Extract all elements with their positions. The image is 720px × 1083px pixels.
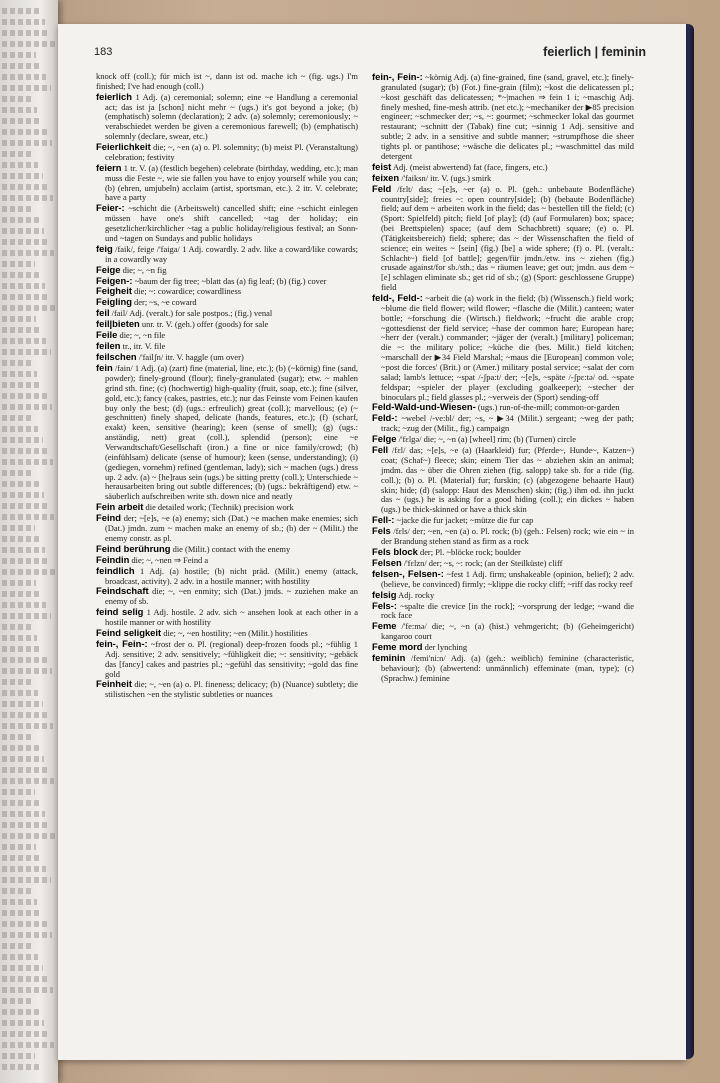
dictionary-entry: [372, 173, 634, 184]
adjacent-page-text-line: [2, 1020, 44, 1026]
adjacent-page-text-line: [2, 866, 46, 872]
adjacent-page-text-line: [2, 327, 41, 333]
adjacent-page-text-line: [2, 954, 38, 960]
entry-headword: fein: [96, 362, 113, 374]
adjacent-page-text-line: [2, 85, 51, 91]
entry-definition: die; ~: cowardice; cowardliness: [134, 286, 242, 297]
entry-headword: Feld: [372, 182, 392, 194]
entry-definition: /faik/, feige /'faiga/ 1 Adj. cowardly. 2 adv. like a coward/like cowards; in a cowardly way: [105, 243, 359, 264]
adjacent-page-text-line: [2, 41, 55, 47]
entry-headword: feminin: [372, 652, 406, 664]
adjacent-page-text-line: [2, 514, 54, 520]
adjacent-page-text-line: [2, 668, 52, 674]
entry-definition: der lynching: [424, 642, 468, 653]
adjacent-page-text-line: [2, 910, 42, 916]
dictionary-entry: [96, 502, 358, 513]
dictionary-entry: [96, 330, 358, 341]
dictionary-entry: [96, 286, 358, 297]
adjacent-page-text-line: [2, 536, 40, 542]
adjacent-page-text-line: [2, 437, 43, 443]
entry-headword: Felge: [372, 433, 397, 445]
entry-headword: Feind berührung: [96, 542, 171, 554]
right-column: [372, 72, 634, 684]
adjacent-page-text-line: [2, 19, 45, 25]
entry-headword: Fein arbeit: [96, 501, 144, 513]
adjacent-page-text-line: [2, 107, 37, 113]
entry-definition: unr. tr. V. (geh.) offer (goods) for sale: [141, 319, 269, 330]
adjacent-page-text-line: [2, 206, 34, 212]
adjacent-page-text-line: [2, 426, 38, 432]
adjacent-page-text-line: [2, 987, 53, 993]
entry-definition: /'failʃn/ itr. V. haggle (um over): [138, 352, 244, 363]
entry-definition: die; ~, ~en (a) o. Pl. fineness; delicacy; (b) (Nuance) subtlety; die stilistischen ~en the stylistic subtleties or nuances: [105, 679, 358, 700]
dictionary-entry: [96, 639, 358, 679]
entry-headword: Feigen-:: [96, 274, 133, 286]
adjacent-page-text-line: [2, 1064, 40, 1070]
adjacent-page-text-line: [2, 690, 38, 696]
dictionary-entry: [372, 72, 634, 162]
entry-definition: ~arbeit die (a) work in the field; (b) (Wissensch.) field work; ~blume die field flower; wild flower; ~flasche die (Milit.) canteen; water bottle; ~forschung die (Wirtsch.) fieldwork; ~frucht die arable crop; ~gottesdienst der field service; ~hase der common hare; European hare; ~herr der (veralt.) commander; ~jäger der (veralt.) [military] policeman; die ~: the military police; ~küche die (bes. Milit.) field kitchen; ~marschall der ▶34 Field Marshal; ~maus die [European] common vole; ~post die forces' (Brit.) or (Amer.) military postal service; ~salat der corn salad; lamb's lettuce; ~spat /-ʃpa:t/ der; ~[e]s, ~späte /-ʃpɛ:tə/ od. ~spate feldspar; ~spieler der player (excluding goalkeeper); ~stecher der binoculars pl.; field glasses pl.; ~verweis der (Sport) sending-off: [381, 293, 635, 402]
adjacent-page-text-line: [2, 470, 34, 476]
dictionary-entry: [96, 555, 358, 566]
entry-definition: die; ~, ~en (a) o. Pl. solemnity; (b) meist Pl. (Veranstaltung) celebration; festivity: [105, 142, 358, 162]
entry-definition: Adj. (meist abwertend) fat (face, fingers, etc.): [392, 161, 548, 172]
adjacent-page-text-line: [2, 52, 36, 58]
page-number: 183: [94, 46, 113, 58]
entry-definition: die; ~, ~n file: [119, 330, 166, 341]
entry-headword: Fels: [372, 525, 391, 537]
adjacent-left-page: [0, 0, 58, 1083]
entry-headword: felsen-, Felsen-:: [372, 567, 444, 579]
adjacent-page-text-line: [2, 734, 34, 740]
entry-headword: feierlich: [96, 90, 132, 102]
entry-headword: feiern: [96, 161, 122, 173]
entry-headword: feixen: [372, 171, 400, 183]
dictionary-entry: [96, 163, 358, 203]
adjacent-page-text-line: [2, 283, 45, 289]
entry-definition: ~körnig Adj. (a) fine-grained, fine (sand, gravel, etc.); finely-granulated (sugar); (b) (Fot.) fine-grain (film); ~kost die delicatessen pl.; ~kost geschäft das delicatessen; *~|machen ⇒ fein 1 i; ~maschig Adj. finely meshed, fine-mesh attrib. (net etc.); ~mechaniker der ▶85 precision engineer; ~schmecker der; ~s, ~: gourmet; ~schmecker lokal das gourmet restaurant; ~schnitt der (Tabak) fine cut; ~sinnig 1 Adj. sensitive and subtle; 2 adv. in a sensitive and subtle manner; ~strumpfhose die sheer tights pl. or pantihose; ~wäsche die delicates pl.; ~waschmittel das mild detergent: [381, 72, 634, 161]
adjacent-page-text-line: [2, 745, 39, 751]
entry-headword: feilschen: [96, 351, 137, 363]
entry-headword: fein-, Fein-:: [372, 71, 423, 82]
adjacent-page-text-line: [2, 602, 46, 608]
adjacent-page-text-line: [2, 162, 38, 168]
dictionary-entry: [372, 642, 634, 653]
entry-headword: Feier-:: [96, 202, 125, 214]
entry-headword: feist: [372, 160, 392, 172]
adjacent-page-text-line: [2, 184, 48, 190]
adjacent-page-text-line: [2, 701, 43, 707]
adjacent-page-text-line: [2, 228, 44, 234]
entry-headword: Fels-:: [372, 599, 398, 611]
entry-headword: Fell-:: [372, 514, 395, 526]
dictionary-entry: [96, 679, 358, 700]
entry-definition: der; Pl. ~blöcke rock; boulder: [419, 546, 521, 557]
adjacent-page-text-line: [2, 646, 42, 652]
adjacent-page-text-line: [2, 250, 54, 256]
entry-definition: ~frost der o. Pl. (regional) deep-frozen foods pl.; ~fühlig 1 Adj. sensitive; 2 adv. sensitively; ~fühligkeit die; ~: sensitivity; ~gebäck das [fancy] cakes and pastries pl.; ~gefühl das sensitivity; ~gold das fine gold: [105, 638, 358, 679]
dictionary-entry: [96, 586, 358, 607]
adjacent-page-text-line: [2, 547, 45, 553]
entry-headword: feil: [96, 307, 110, 319]
dictionary-entry: [372, 526, 634, 547]
entry-definition: 1 Adj. hostile. 2 adv. sich ~ ansehen look at each other in a hostile manner or with hostility: [105, 607, 359, 628]
entry-definition: die; ~, ~nen ⇒ Feind a: [131, 554, 209, 565]
adjacent-page-text-line: [2, 118, 42, 124]
adjacent-page-text-line: [2, 8, 40, 14]
adjacent-page-text-line: [2, 492, 44, 498]
adjacent-page-text-line: [2, 591, 41, 597]
dictionary-entry: [372, 402, 634, 413]
adjacent-page-text-line: [2, 360, 32, 366]
adjacent-page-text-line: [2, 294, 50, 300]
adjacent-page-text-line: [2, 833, 55, 839]
dictionary-entry: [96, 566, 358, 587]
entry-headword: feindlich: [96, 564, 135, 576]
adjacent-page-text-line: [2, 723, 53, 729]
dictionary-entry: [372, 162, 634, 173]
adjacent-page-text-line: [2, 778, 54, 784]
entry-headword: Feierlichkeit: [96, 141, 151, 153]
adjacent-page-text-line: [2, 173, 43, 179]
dictionary-entry: [372, 293, 634, 402]
adjacent-page-text-line: [2, 1042, 54, 1048]
adjacent-page-text-line: [2, 789, 35, 795]
dictionary-entry: [372, 413, 634, 434]
entry-definition: Adj. rocky: [398, 589, 435, 600]
adjacent-page-text-line: [2, 74, 46, 80]
dictionary-entry: [372, 590, 634, 601]
dictionary-entry: [96, 276, 358, 287]
entry-headword: feind selig: [96, 606, 144, 618]
adjacent-page-text-line: [2, 217, 39, 223]
adjacent-page-text-line: [2, 1009, 39, 1015]
entry-headword: Feme mord: [372, 641, 423, 653]
adjacent-page-text-line: [2, 998, 34, 1004]
entry-headword: Fell: [372, 444, 389, 456]
adjacent-page-text-line: [2, 613, 51, 619]
entry-headword: Feinheit: [96, 678, 132, 690]
dictionary-entry: [372, 569, 634, 590]
entry-headword: Feindschaft: [96, 585, 149, 597]
dictionary-entry: [96, 265, 358, 276]
dictionary-entry: [372, 515, 634, 526]
adjacent-page-text-line: [2, 338, 46, 344]
entry-headword: Feind: [96, 512, 121, 524]
entry-definition: /'fɛlgə/ die; ~, ~n (a) [wheel] rim; (b) (Turnen) circle: [398, 434, 577, 445]
entry-definition: die; ~, ~en enmity; sich (Dat.) jmds. ~ zuziehen make an enemy of sb.: [105, 586, 359, 607]
adjacent-page-text-line: [2, 855, 41, 861]
dictionary-entry: [372, 601, 634, 622]
adjacent-page-text-line: [2, 30, 50, 36]
dictionary-page: [58, 24, 686, 1060]
adjacent-page-text-line: [2, 756, 44, 762]
dictionary-entry: [372, 621, 634, 642]
entry-definition: /'faiksn/ itr. V. (ugs.) smirk: [401, 172, 492, 183]
adjacent-page-text-line: [2, 272, 40, 278]
entry-definition: /fɛl/ das; ~[e]s, ~e (a) (Haarkleid) fur; (Pferde~, Hunde~, Katzen~) coat; (Schaf~) fleece; skin; einem Tier das ~ abziehen skin an animal; jmdm. das ~ über die Ohren ziehen (fig. salopp) take sb. for a ride (fig. coll.); (b) o. Pl. (Material) fur; furskin; (c) (abgezogene behaarte Haut) skin; hide; (d) (salopp: Haut des Menschen) skin; (fig.) ihm od. ihn juckt das ~ (ugs.) he is asking for a good hiding (coll.); ein dickes ~ haben (ugs.) be thick-skinned or have a thick skin: [381, 445, 634, 515]
adjacent-page-text-line: [2, 921, 47, 927]
adjacent-page-text-line: [2, 481, 39, 487]
adjacent-page-text-line: [2, 932, 52, 938]
adjacent-page-text-line: [2, 767, 49, 773]
entry-headword: Feld-:: [372, 412, 398, 424]
adjacent-page-text-line: [2, 811, 45, 817]
adjacent-page-text-line: [2, 63, 41, 69]
dictionary-entry: [96, 244, 358, 265]
adjacent-page-text-line: [2, 635, 37, 641]
dictionary-entry: [96, 544, 358, 555]
adjacent-page-text-line: [2, 899, 37, 905]
adjacent-page-text-line: [2, 371, 37, 377]
adjacent-page-text-line: [2, 261, 35, 267]
entry-definition: (ugs.) run-of-the-mill; common-or-garden: [477, 402, 620, 413]
dictionary-entry: [96, 513, 358, 544]
entry-definition: ~jacke die fur jacket; ~mütze die fur cap: [396, 515, 534, 526]
adjacent-page-text-line: [2, 140, 52, 146]
adjacent-page-text-line: [2, 844, 36, 850]
adjacent-page-text-line: [2, 679, 33, 685]
adjacent-page-text-line: [2, 305, 55, 311]
entry-definition: der; ~s, ~e coward: [134, 297, 197, 308]
dictionary-entry: [96, 92, 358, 142]
adjacent-page-text-line: [2, 888, 32, 894]
running-head: feierlich | feminin: [543, 45, 646, 59]
entry-headword: Feigling: [96, 296, 132, 308]
adjacent-page-text-line: [2, 415, 33, 421]
dictionary-entry: [96, 363, 358, 502]
adjacent-page-text-line: [2, 558, 50, 564]
adjacent-page-text-line: [2, 943, 33, 949]
entry-headword: Feme: [372, 620, 397, 632]
adjacent-page-text-line: [2, 239, 49, 245]
adjacent-page-text-line: [2, 976, 48, 982]
adjacent-page-text-line: [2, 712, 48, 718]
entry-definition: /fain/ 1 Adj. (a) (zart) fine (material, line, etc.); (b) (~körnig) fine (sand, powder); finely-ground (flour); finely-granulated (sugar); etw. ~ mahlen grind sth. fine; (c) (hochwertig) high-quality (fruit, soap, etc.); fine (silver, gold, etc.); fancy (cakes, pastries, etc.); nur das Feinste vom Feinen kaufen buy only the best; (d) (ugs.: erfreulich) great (coll.); marvellous; (e) (~ geschnitten) finely shaped, delicate (hands, features, etc.); (f) (scharf, exakt) keen, sensitive (hearing); keen (sense of smell); (g) (ugs.: anständig, nett) great (coll.), splendid (person); eine ~e Verwandtschaft/Gesellschaft (iron.) a fine or nice family/crowd; (h) (einfühlsam) delicate (sense of humour); keen (sense, understanding); (i) (gediegen, vornehm) refined (gentleman, lady); sich ~ machen (ugs.) dress up. 2 adv. (a) ~ [he]raus sein (ugs.) be sitting pretty (coll.); Unterschiede ~ herausarbeiten bring out subtle differences; (b) (ugs.: bekräftigend) etw. ~ säuberlich aufschreiben write sth. down nice and neatly: [105, 363, 359, 502]
entry-definition: /'fe:mə/ die; ~, ~n (a) (hist.) vehmgericht; (b) (Geheimgericht) kangaroo court: [381, 621, 634, 642]
dictionary-entry: [96, 203, 358, 243]
dictionary-entry: [372, 434, 634, 445]
adjacent-page-text-line: [2, 349, 51, 355]
adjacent-page-text-line: [2, 965, 43, 971]
dictionary-entry: [372, 547, 634, 558]
adjacent-page-text-line: [2, 404, 52, 410]
entry-definition: ~fest 1 Adj. firm; unshakeable (opinion, belief); 2 adv. (believe, be convinced) firmly; ~klippe die rocky cliff; ~riff das rocky reef: [381, 568, 635, 589]
adjacent-page-text-line: [2, 525, 35, 531]
entry-definition: /'fɛlzn/ der; ~s, ~: rock; (an der Steilküste) cliff: [403, 557, 563, 568]
adjacent-page-text-line: [2, 580, 36, 586]
entry-headword: Feld-Wald-und-Wiesen-: [372, 401, 476, 413]
dictionary-entry: [372, 184, 634, 293]
entry-headword: Fels block: [372, 545, 418, 557]
entry-definition: 1 Adj. (a) ceremonial; solemn; eine ~e Handlung a ceremonial act; das ist ja [schon] nicht mehr ~ (ugs.) it's got beyond a joke; (b) (emphatisch) solemn (declaration); 2 adv. (a) solemnly; ceremoniously; ~ verabschiedet werden be given a ceremonious farewell; (b) (emphatisch) solemnly (declare, swear, etc.): [105, 91, 358, 142]
adjacent-page-text-line: [2, 393, 47, 399]
adjacent-page-text-line: [2, 657, 47, 663]
dictionary-entry: [96, 72, 358, 92]
entry-definition: ~schicht die (Arbeitswelt) cancelled shift; eine ~schicht einlegen müssen have one's shift cancelled; ~tag der holiday; ein gesetzlicher/kirchlicher ~tag a public holiday/religious festival; an Sonn- und ~tagen on Sundays and public holidays: [105, 203, 358, 243]
entry-definition: /fɛlt/ das; ~[e]s, ~er (a) o. Pl. (geh.: unbebaute Bodenfläche) country[side]; freies ~: open country[side]; (b) (bebaute Bodenfläche) field; auf dem ~ arbeiten work in the field; das ~ bestellen till the field; (c) (Sport: Spielfeld) pitch; field [of play]; (d) (auf Formularen) box; space; (bei Brettspielen) space; (auf dem Schachbrett) square; (e) o. Pl. (Tätigkeitsbereich) field; sphere; das ~ der Wissenschaften the field of science; ein weites ~ [sein] (fig.) [be] a wide sphere; (f) o. Pl. (veralt.: Schlacht~) field [of battle]; gegen/für jmdn./etw. ins ~ ziehen (fig.) crusade against/for sb./sth.; das ~ räumen leave; get out; jmdn. aus dem ~[e] schlagen eliminate sb.; get rid of sb.; (g) (Sport: geschlossene Gruppe) field: [381, 183, 634, 293]
adjacent-page-text-line: [2, 877, 51, 883]
adjacent-page-text-line: [2, 503, 49, 509]
entry-headword: feilen: [96, 340, 121, 352]
entry-headword: Felsen: [372, 556, 402, 568]
adjacent-page-text-line: [2, 800, 40, 806]
entry-definition: /fɛls/ der; ~en, ~en (a) o. Pl. rock; (b) (geh.: Felsen) rock; wie ein ~ in der Brandung stehen stand as firm as a rock: [381, 526, 635, 547]
dictionary-entry: [96, 607, 358, 628]
adjacent-page-text-line: [2, 1031, 49, 1037]
adjacent-page-text-line: [2, 316, 36, 322]
entry-definition: /femi'ni:n/ Adj. (a) (geh.: weiblich) feminine (characteristic, behaviour); (b) (abwertend: unmännlich) effeminate (man, type); (c) (Sprachw.) feminine: [381, 653, 634, 683]
entry-definition: 1 tr. V. (a) (festlich begehen) celebrate (birthday, wedding, etc.); man muss die Feste ~, wie sie fallen you have to enjoy yourself while you can; (b) (ehren, umjubeln) acclaim (artist, sportsman, etc.). 2 itr. V. celebrate; have a party: [105, 162, 358, 203]
entry-headword: feld-, Feld-:: [372, 292, 423, 303]
entry-headword: feig: [96, 242, 113, 254]
entry-definition: die detailed work; (Technik) precision work: [145, 502, 294, 513]
adjacent-page-text-line: [2, 624, 32, 630]
entry-headword: Feigheit: [96, 285, 132, 297]
entry-definition: ~spalte die crevice [in the rock]; ~vorsprung der ledge; ~wand die rock face: [381, 600, 635, 621]
entry-definition: ~baum der fig tree; ~blatt das (a) fig leaf; (b) (fig.) cover: [134, 275, 327, 286]
entry-definition: 1 Adj. (a) hostile; (b) nicht präd. (Milit.) enemy (attack, broadcast, activity). 2 adv. in a hostile manner; with hostility: [105, 565, 359, 586]
left-column: [96, 72, 358, 700]
adjacent-page-text-line: [2, 448, 48, 454]
adjacent-page-text-line: [2, 382, 42, 388]
entry-headword: Feige: [96, 263, 121, 275]
dictionary-entry: [372, 445, 634, 515]
adjacent-page-text-line: [2, 459, 53, 465]
dictionary-entry: [96, 297, 358, 308]
entry-definition: die; ~, ~en hostility; ~en (Milit.) hostilities: [163, 627, 308, 638]
entry-headword: felsig: [372, 588, 397, 600]
adjacent-page-text-line: [2, 569, 55, 575]
entry-headword: Feile: [96, 329, 118, 341]
entry-headword: Feindin: [96, 553, 130, 565]
entry-definition: /fail/ Adj. (veralt.) for sale postpos.; (fig.) venal: [111, 308, 273, 319]
dictionary-entry: [96, 319, 358, 330]
dictionary-entry: [372, 653, 634, 684]
adjacent-page-text-line: [2, 1053, 35, 1059]
entry-definition: der; ~[e]s, ~e (a) enemy; sich (Dat.) ~e machen make enemies; sich (Dat.) jmdn. zum ~ machen make an enemy of sb.; (b) der ~ (Milit.) the enemy constr. as pl.: [105, 513, 358, 543]
entry-headword: feil|bieten: [96, 318, 140, 330]
dictionary-entry: [96, 142, 358, 163]
entry-definition: die (Milit.) contact with the enemy: [172, 543, 291, 554]
adjacent-page-text-line: [2, 195, 53, 201]
entry-headword: Feind seligkeit: [96, 626, 162, 638]
adjacent-page-text-line: [2, 129, 47, 135]
entry-definition: knock off (coll.); für mich ist ~, dann ist od. mache ich ~ (fig. ugs.) I'm finished; I've had enough (coll.): [96, 71, 358, 91]
entry-headword: fein-, Fein-:: [96, 637, 148, 649]
adjacent-page-text-line: [2, 96, 32, 102]
dictionary-entry: [96, 352, 358, 363]
entry-definition: die; ~, ~n fig: [122, 264, 167, 275]
entry-definition: ~webel /-ve:bl/ der; ~s, ~ ▶34 (Milit.) sergeant; ~weg der path; track; ~zug der (Milit., fig.) campaign: [381, 413, 634, 434]
adjacent-page-text-line: [2, 151, 33, 157]
adjacent-page-text-line: [2, 822, 50, 828]
entry-definition: tr., itr. V. file: [122, 341, 166, 352]
